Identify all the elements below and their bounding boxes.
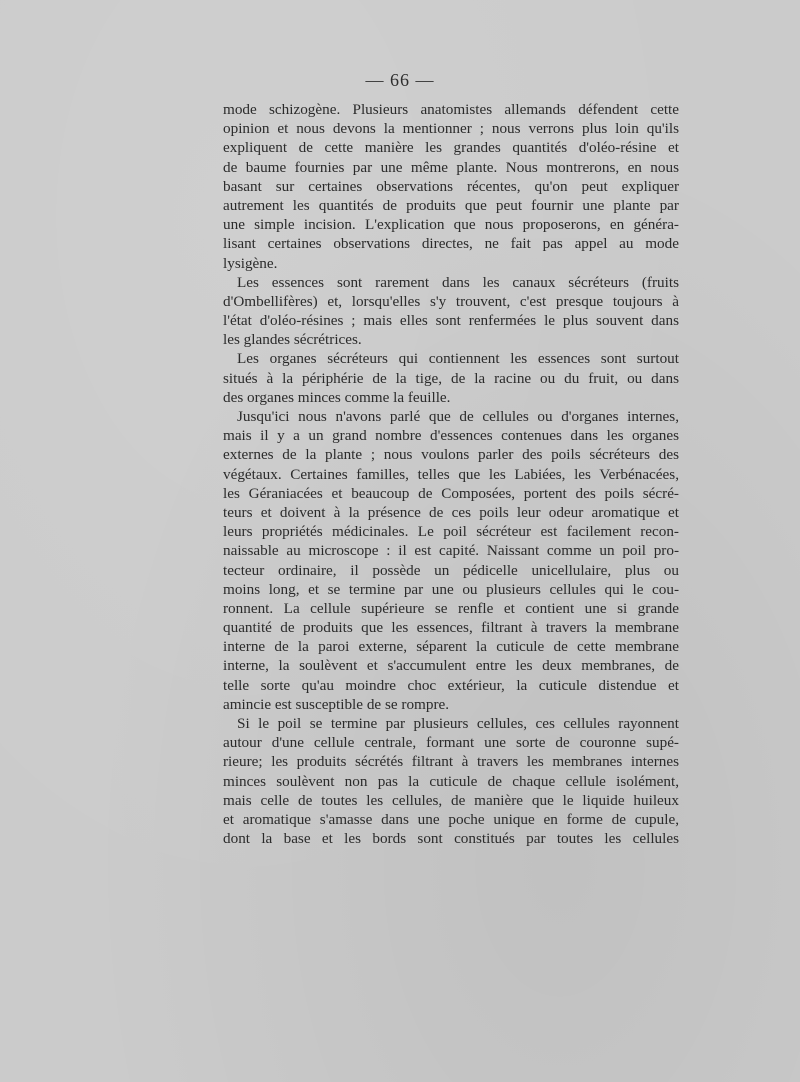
text-line: Les essences sont rarement dans les canaux sécréteurs (fruits [237, 273, 679, 291]
text-line: telle sorte qu'au moindre choc extérieur, la cuticule distendue et [223, 676, 679, 694]
text-line: leurs propriétés médicinales. Le poil sécréteur est facilement recon- [223, 523, 679, 541]
text-line: interne de la paroi externe, séparent la cuticule de cette membrane [223, 638, 679, 656]
text-line: d'Ombellifères) et, lorsqu'elles s'y trouvent, c'est presque toujours à [223, 292, 679, 310]
body-text [223, 100, 679, 848]
text-line: rieure; les produits sécrétés filtrant à travers les membranes internes [223, 753, 679, 771]
text-line: minces soulèvent non pas la cuticule de chaque cellule isolément, [223, 772, 679, 790]
text-line: Si le poil se termine par plusieurs cellules, ces cellules rayonnent [237, 715, 679, 732]
text-line: mode schizogène. Plusieurs anatomistes allemands défendent cette [223, 101, 679, 118]
text-line: basant sur certaines observations récentes, qu'on peut expliquer [223, 177, 679, 195]
text-line: les Géraniacées et beaucoup de Composées, portent des poils sécré- [223, 484, 679, 502]
text-line: dont la base et les bords sont constitués par toutes les cellules [223, 830, 679, 848]
text-line: mais il y a un grand nombre d'essences contenues dans les organes [223, 427, 679, 445]
text-line: amincie est susceptible de se rompre. [223, 695, 450, 713]
text-line: situés à la périphérie de la tige, de la racine ou du fruit, ou dans [223, 369, 679, 387]
text-line: moins long, et se termine par une ou plusieurs cellules qui le cou- [223, 580, 679, 598]
text-line: végétaux. Certaines familles, telles que les Labiées, les Verbénacées, [223, 465, 679, 483]
text-line: Jusqu'ici nous n'avons parlé que de cellules ou d'organes internes, [237, 408, 679, 425]
text-line: l'état d'oléo-résines ; mais elles sont renfermées le plus souvent dans [223, 312, 679, 330]
text-line: et aromatique s'amasse dans une poche unique en forme de cupule, [223, 810, 679, 828]
text-line: opinion et nous devons la mentionner ; nous verrons plus loin qu'ils [223, 120, 679, 138]
text-line: ronnent. La cellule supérieure se renfle et contient une si grande [223, 599, 679, 617]
text-line: Les organes sécréteurs qui contiennent les essences sont surtout [237, 350, 679, 368]
text-line: teurs et doivent à la présence de ces poils leur odeur aromatique et [223, 503, 679, 521]
text-line: externes de la plante ; nous voulons parler des poils sécréteurs des [223, 446, 679, 464]
page-number: — 66 — [365, 70, 435, 90]
text-line: les glandes sécrétrices. [223, 331, 362, 349]
text-line: autour d'une cellule centrale, formant une sorte de couronne supé- [223, 734, 679, 752]
text-line: autrement les quantités de produits que peut fournir une plante par [223, 196, 679, 214]
text-line: naissable au microscope : il est capité. Naissant comme un poil pro- [223, 542, 679, 560]
text-line: interne, la soulèvent et s'accumulent entre les deux membranes, de [223, 657, 679, 675]
text-line: lisant certaines observations directes, ne fait pas appel au mode [223, 235, 679, 253]
text-line: quantité de produits que les essences, filtrant à travers la membrane [223, 619, 679, 637]
text-line: lysigène. [223, 254, 278, 272]
text-line: mais celle de toutes les cellules, de manière que le liquide huileux [223, 791, 679, 809]
text-line: expliquent de cette manière les grandes quantités d'oléo-résine et [223, 139, 679, 157]
text-line: des organes minces comme la feuille. [223, 388, 451, 406]
text-line: une simple incision. L'explication que nous proposerons, en généra- [223, 216, 679, 234]
text-line: de baume fournies par une même plante. Nous montrerons, en nous [223, 158, 679, 176]
text-line: tecteur ordinaire, il possède un pédicelle unicellulaire, plus ou [223, 561, 679, 579]
